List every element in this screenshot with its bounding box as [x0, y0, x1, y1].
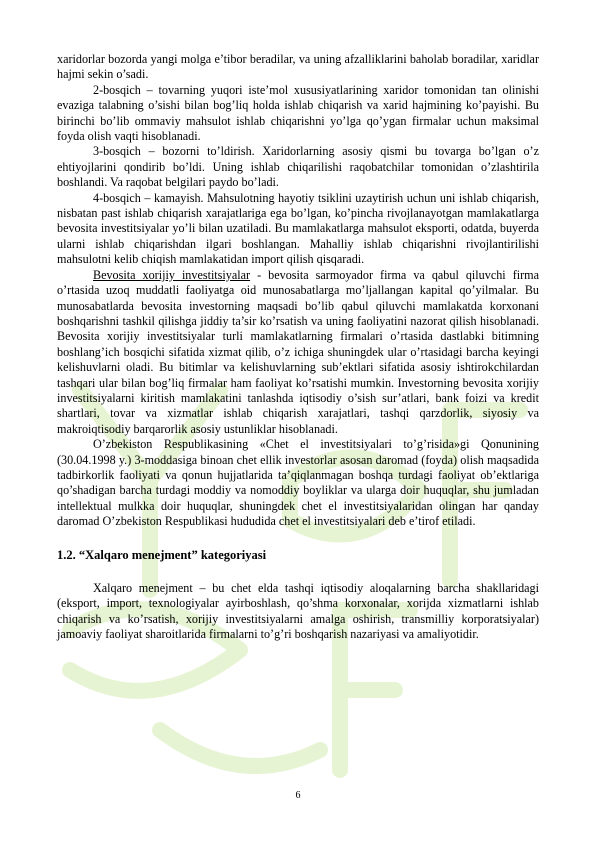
- paragraph-stage-2: 2-bosqich – tovarning yuqori iste’mol xususiyatlarining xaridor tomonidan tan olinishi evaziga talabning o’sishi bilan bog’liq holda ishlab chiqarish va xarid hajmining ko’payishi. Bu birinchi bo’lib ommaviy mahsulot ishlab chiqarishni yo’lga qo’ygan firmalar uchun maksimal foyda olish vaqti hisoblanadi.: [57, 82, 539, 144]
- paragraph-fdi-definition: [57, 268, 539, 437]
- paragraph-uzbekistan-law: O’zbekiston Respublikasining «Chet el investitsiyalari to’g’risida»gi Qonunining (30.04.1998 y.) 3-moddasiga binoan chet ellik investorlar asosan daromad (foyda) olish maqsadida tadbirkorlik faoliyati va qonun hujjatlarida ta’qiqlanmagan boshqa turdagi faoliyat ob’ektlariga qo’shadigan barcha turdagi moddiy va nomoddiy boyliklar va ularga doir huquqlar, shu jumladan intellektual mulkka doir huquqlar, shuningdek chet el investitsiyalaridan olingan har qanday daromad O’zbekiston Respublikasi hududida chet el investitsiyalari deb e’tirof etiladi.: [57, 437, 539, 529]
- paragraph-stage-4: 4-bosqich – kamayish. Mahsulotning hayotiy tsiklini uzaytirish uchun uni ishlab chiqarish, nisbatan past ishlab chiqarish xarajatlariga ega bo’lgan, ko’pincha rivojlanayotgan mamlakatlarga bevosita investitsiyalar yo’li bilan uzatiladi. Bu mamlakatlarga mahsulot eksporti, odatda, buyerda ularni ishlab chiqarishdan ilgari boshlangan. Mahalliy ishlab chiqarishni rivojlantirilishi mahsulotni kelib chiqish mamlakatidan import qilish qisqaradi.: [57, 190, 539, 267]
- document-body: [57, 52, 539, 643]
- paragraph-international-management: Xalqaro menejment – bu chet elda tashqi iqtisodiy aloqalarning barcha shakllaridagi (eksport, import, texnologiyalar ayirboshlash, qo’shma korxonalar, xorijda xizmatlarni ishlab chiqarish va ko’rsatish, xorijiy investitsiyalarni amalga oshirish, transmilliy korporatsiyalar) jamoaviy faoliyat sharoitlarida firmalarni to’g’ri boshqarish nazariyasi va amaliyotidir.: [57, 581, 539, 642]
- paragraph-stage-3: 3-bosqich – bozorni to’ldirish. Xaridorlarning asosiy qismi bu tovarga bo’lgan o’z ehtiyojlarini qondirib bo’ldi. Uning ishlab chiqarilishi raqobatchilar tomonidan o’zlashtirila boshlandi. Va raqobat belgilari paydo bo’ladi.: [57, 144, 539, 190]
- section-heading: 1.2. “Xalqaro menejment” kategoriyasi: [57, 547, 267, 562]
- page-number: 6: [295, 790, 301, 801]
- fdi-definition-text: - bevosita sarmoyador firma va qabul qiluvchi firma o’rtasida uzoq muddatli faoliyatga oid munosabatlarga mo’ljallangan kapital qo’yilmalar. Bu munosabatlarda bevosita investorning maqsadi bo’lib qabul qiluvchi mamlakatda korxonani boshqarishni tashkil qilishga jiddiy ta’sir ko’rsatish va uning faoliyatini nazorat qilish hisoblanadi. Bevosita xorijiy investitsiyalar turli mamlakatlarning firmalari o’rtasida dastlabki bitimning boshlang’ich bosqichi sifatida xizmat qilib, o’z ichiga shuningdek ular o’rtasidagi barcha keyingi kelishuvlarni oladi. Bu bitimlar va kelishuvlarning sub’ektlari sifatida asosiy ishtirokchilardan tashqari ular bilan bog’liq firmalar ham faoliyat ko’rsatishi mumkin. Investorning bevosita xorijiy investitsiyalarni kiritish mamlakatini tanlashda iqtisodiy o’sish sur’atlari, bank foizi va kredit shartlari, tovar va xizmatlar ishlab chiqarish xarajatlari, tashqi qarzdorlik, siyosiy va makroiqtisodiy barqarorlik asosiy ustunliklar hisoblanadi.: [57, 267, 539, 436]
- paragraph-continuation: xaridorlar bozorda yangi molga e’tibor beradilar, va uning afzalliklarini baholab boradilar, xaridlar hajmi sekin o’sadi.: [57, 52, 539, 82]
- term-fdi: Bevosita xorijiy investitsiyalar: [93, 267, 251, 282]
